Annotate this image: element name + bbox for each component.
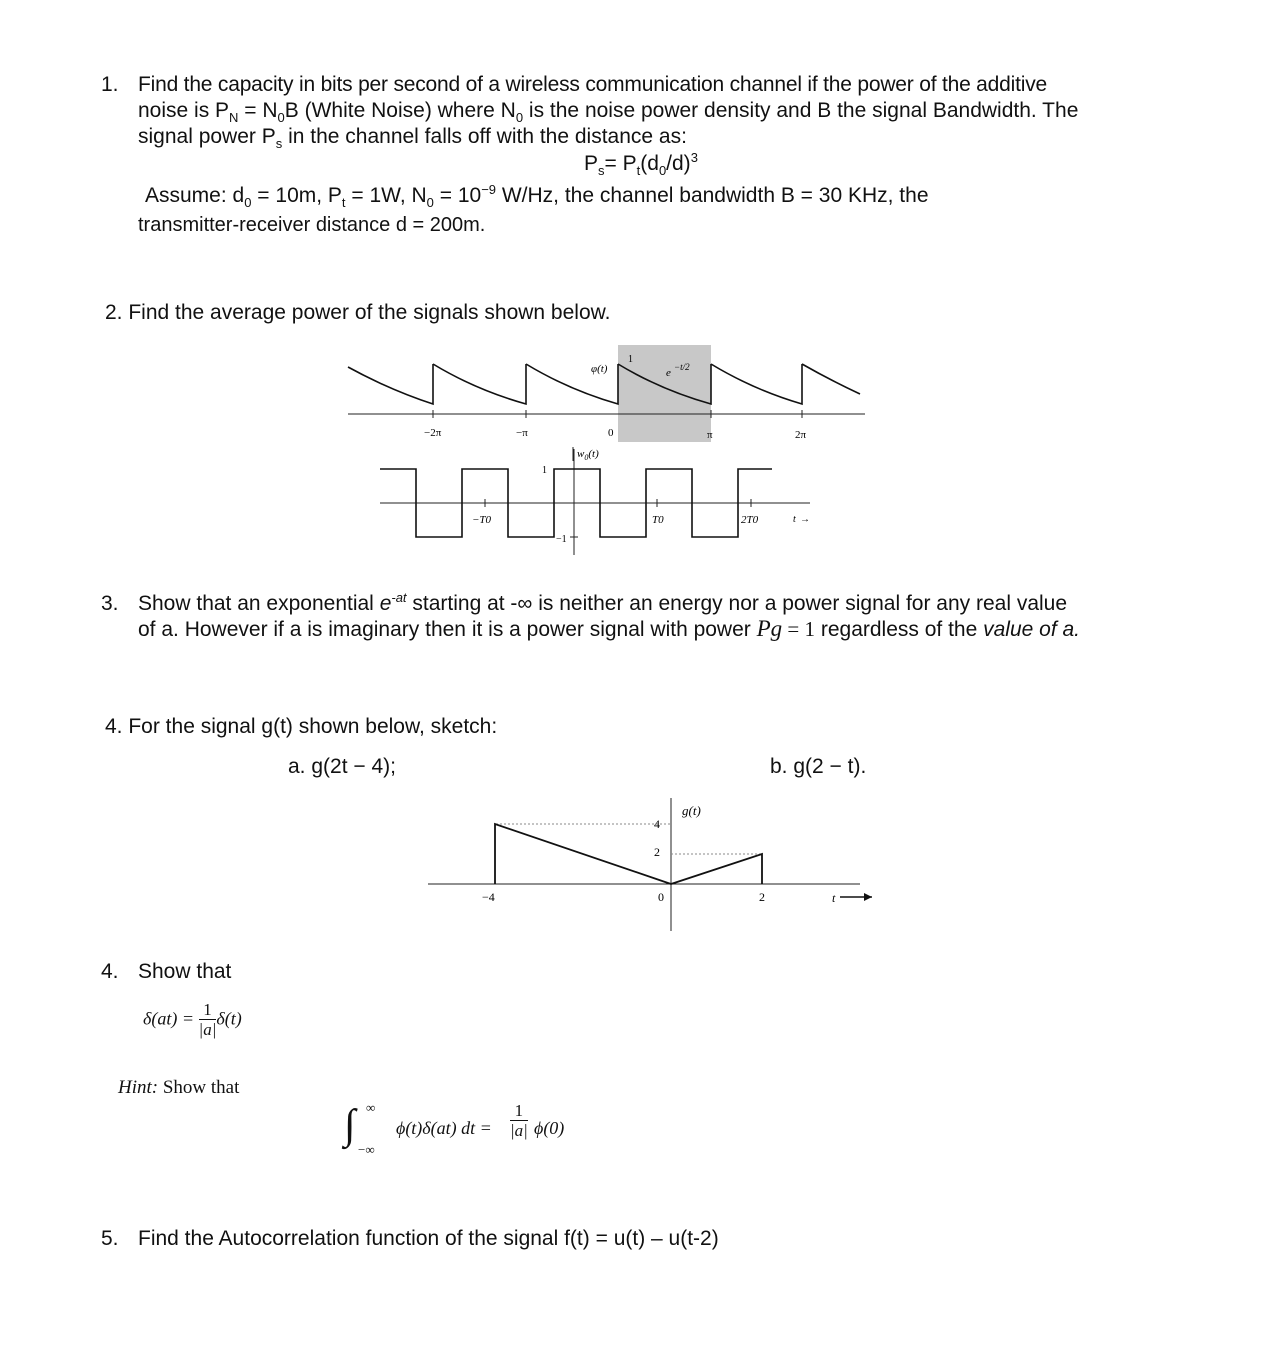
one-label: 1 (628, 354, 633, 365)
q4a-part-b: b. g(2 − t). (770, 755, 867, 778)
tick-label: 2T0 (741, 514, 759, 526)
q4a-figure-g (420, 795, 890, 940)
exp-curve (711, 364, 802, 404)
q1-formula: $P_s= P_t(d_0/d)^3$ (584, 150, 698, 179)
t-arrow: → (800, 514, 810, 525)
exp-curve (348, 364, 433, 404)
g-label: g(t) (682, 803, 701, 818)
exp-curve (802, 364, 860, 394)
tick-label: −2π (424, 427, 442, 439)
one-label: 1 (542, 465, 547, 476)
q3-line1: Show that an exponential $e^{-at}$ starting at -∞ is neither an energy nor a power signal for any real value (138, 590, 1068, 615)
tick-label: π (707, 429, 713, 441)
q3-number: 3. (101, 592, 119, 615)
hint: Hint: Show that (118, 1077, 240, 1098)
tick-label: 0 (608, 427, 614, 439)
x-tick-label: 0 (658, 890, 664, 904)
q3-line2: of a. However if a is imaginary then it is a power signal with power Pg = 1 regardless of the value of a. (138, 616, 1081, 641)
q4a-text: 4. For the signal g(t) shown below, sketch: (105, 715, 498, 738)
q1-line3: signal power $P_s$ in the channel falls off with the distance as: (138, 125, 687, 152)
tick-label: −T0 (472, 514, 492, 526)
tick-label: 2π (795, 429, 807, 441)
q5-text: Find the Autocorrelation function of the signal f(t) = u(t) – u(t-2) (138, 1227, 719, 1250)
q4b-number: 4. (101, 960, 119, 983)
q4a-part-a: a. g(2t − 4); (288, 755, 396, 778)
exp-curve (433, 364, 526, 404)
w-label: $w_0(t)$ (577, 448, 599, 462)
t-label: t (793, 514, 796, 525)
q1-line1: Find the capacity in bits per second of a wireless communication channel if the power of the additive (138, 73, 1047, 96)
t-label: t (832, 891, 836, 905)
q1-line5: transmitter-receiver distance d = 200m. (138, 214, 486, 236)
integral-upper-limit: ∞ (366, 1100, 376, 1115)
exp-sup-label: −t/2 (674, 362, 690, 372)
neg-one-label: −1 (556, 534, 567, 545)
q1-assume: Assume: $d_0 = 10m$, $P_t = 1W$, $N_0 = 10^{-9}$ W/Hz, the channel bandwidth B = 30 KHz, the (145, 182, 929, 211)
q2-text: 2. Find the average power of the signals shown below. (105, 301, 611, 324)
integral-sign: ∫ (344, 1102, 356, 1148)
g-signal (495, 824, 762, 884)
q1-line2: noise is $P_N = N_0B$ (White Noise) where $N_0$ is the noise power density and B the signal Bandwidth. The (138, 99, 1079, 126)
q5-number: 5. (101, 1227, 119, 1250)
tick-label: −π (516, 427, 528, 439)
y-tick-label: 4 (654, 817, 660, 831)
q1-number: 1. (101, 73, 119, 96)
x-tick-label: 2 (759, 890, 765, 904)
y-tick-label: 2 (654, 845, 660, 859)
q4b-identity: δ(at) = $\frac{1}{|a|}$ δ(t) (143, 1000, 242, 1039)
tick-label: T0 (652, 514, 664, 526)
q2-figure-exponential (340, 340, 870, 450)
x-tick-label: −4 (482, 890, 495, 904)
exp-label: e (666, 367, 671, 379)
phi-label: φ(t) (591, 363, 608, 375)
q2-figure-square-wave (370, 445, 840, 555)
q4b-text: Show that (138, 960, 232, 983)
integral-lower-limit: −∞ (358, 1142, 375, 1157)
